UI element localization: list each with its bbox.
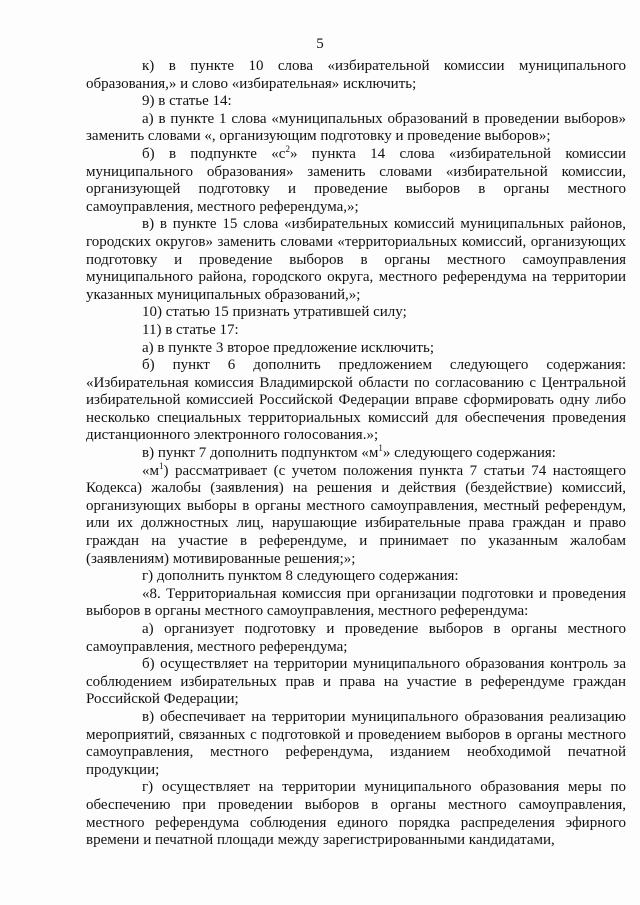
paragraph-8-g: г) осуществляет на территории муниципального образования меры по обеспечению при проведении выборов в органы местного самоуправления, местного референдума соблюдения единого порядка распределения эфирного времени и печатной площади между зарегистрированными кандидатами,	[86, 779, 626, 849]
paragraph-a-point-1: а) в пункте 1 слова «муниципальных образований в проведении выборов» заменить словами «, организующим подготовку и проведение выборов»;	[86, 110, 626, 145]
paragraph-v-point-7: в) пункт 7 дополнить подпунктом «$м^1$» следующего содержания:	[142, 443, 556, 462]
document-body	[86, 58, 626, 850]
paragraph-8-v: в) обеспечивает на территории муниципального образования реализацию мероприятий, связанных с подготовкой и проведением выборов в органы местного самоуправления, местного референдума, изданием необходимой печатной продукции;	[86, 708, 626, 778]
paragraph-a-point-3: а) в пункте 3 второе предложение исключить;	[142, 339, 434, 356]
paragraph-9-article-14: 9) в статье 14:	[142, 93, 232, 110]
paragraph-k-point-10: к) в пункте 10 слова «избирательной комиссии муниципального образования,» и слово «избирательная» исключить;	[86, 58, 626, 92]
paragraph-11-article-17: 11) в статье 17:	[142, 321, 239, 338]
paragraph-8-territorial-commission: «8. Территориальная комиссия при организации подготовки и проведения выборов в органы местного самоуправления, местного референдума:	[86, 585, 626, 620]
superscript-1: 1	[378, 443, 383, 454]
paragraph-8-a: а) организует подготовку и проведение выборов в органы местного самоуправления, местного референдума;	[86, 621, 626, 655]
page-number: 5	[316, 36, 324, 52]
paragraph-v-point-15: в) в пункте 15 слова «избирательных комиссий муниципальных районов, городских округов» заменить словами «территориальных комиссий, организующих подготовку и проведение выборов в органы местного самоуправления муниципального района, городского округа, местного референдума на территории указанных муниципальных образований,»;	[86, 216, 626, 303]
paragraph-b-point-6: б) пункт 6 дополнить предложением следующего содержания: «Избирательная комиссия Владимирской области по согласованию с Центральной избирательной комиссией Российской Федерации вправе сформировать одну либо несколько специальных территориальных комиссий для обеспечения проведения дистанционного электронного голосования.»;	[86, 357, 626, 444]
paragraph-m1-text: «$м^1$) рассматривает (с учетом положения пункта 7 статьи 74 настоящего Кодекса) жалобы (заявления) на решения и действия (бездействие) комиссий, организующих выборы в органы местного самоуправления, местный референдум, или их должностных лиц, нарушающие избирательные права граждан и право граждан на участие в референдуме, и принимает по указанным жалобам (заявлениям) мотивированные решения;»;	[86, 460, 626, 567]
paragraph-10-article-15: 10) статью 15 признать утратившей силу;	[142, 304, 407, 321]
paragraph-8-b: б) осуществляет на территории муниципального образования контроль за соблюдением избирательных прав и права на участие в референдуме граждан Российской Федерации;	[86, 656, 626, 708]
superscript-1: 1	[159, 460, 164, 471]
paragraph-b-subpoint-c2: б) в подпункте «$с^2$» пункта 14 слова «избирательной комиссии муниципального образования» заменить словами «избирательной комиссии, организующей подготовку и проведение выборов в органы местного самоуправления, местного референдума,»;	[86, 143, 626, 215]
paragraph-g-point-8: г) дополнить пунктом 8 следующего содержания:	[142, 568, 459, 585]
superscript-2: 2	[285, 143, 290, 154]
